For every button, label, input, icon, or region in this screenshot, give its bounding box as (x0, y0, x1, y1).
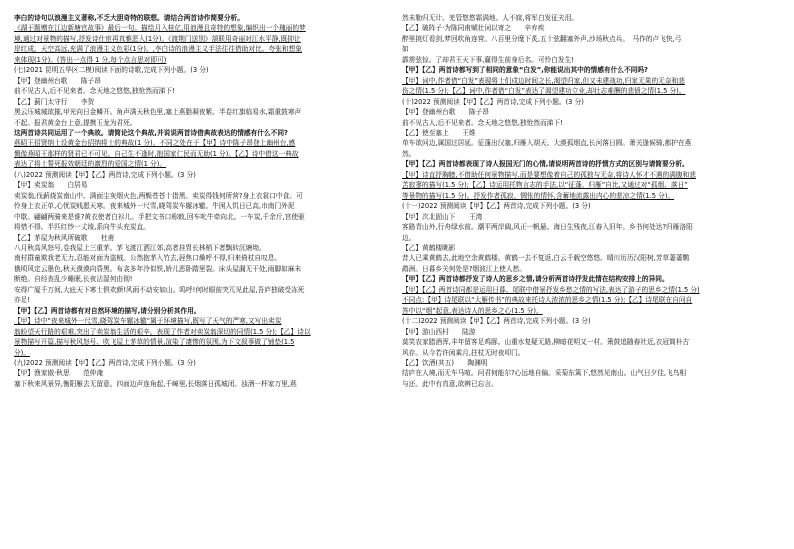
left-text-line: 安得广厦千万间,大庇天下寒士俱欢颜!风雨不动安如山。呜呼!何时眼前突兀见此屋,吾庐独破受冻死 (14, 285, 305, 294)
left-answer-line: 分)。 (14, 348, 30, 357)
right-text-line: 莫笑农家腊酒浑,丰年留客足鸡豚。山重水复疑无路,柳暗花明又一村。箫鼓追随春社近,衣冠简朴古 (402, 338, 690, 347)
left-text-line: 将惜不得。半匹红纱一丈绫,系向牛头充炭直。 (14, 223, 150, 232)
right-text-line: (十)2022 预测阅读【甲】【乙】两首诗,完成下列小题。(3 分) (402, 97, 584, 106)
right-text-line: 霹雳弦惊。了却君王天下事,赢得生前身后名。可怜白发生! (402, 55, 574, 64)
right-answer-line: 不同点:【甲】诗尾联以“大雁传书”的典故来托诗人浓浓的思乡之情(1.5 分);【乙】诗尾联在自问自 (402, 296, 693, 305)
left-text-line: 不起。报君黄金台上意,提携玉龙为君死。 (14, 118, 137, 127)
right-column (402, 13, 782, 541)
left-text-line: 塞下秋来风景异,衡阳雁去无留意。四面边声连角起,千嶂里,长烟落日孤城闭。浊酒一杯家万里,燕 (14, 379, 297, 388)
right-text-line: 与还。此中有真意,欲辨已忘言。 (402, 379, 498, 388)
left-question-line: 【甲】【乙】两首诗都有对自然环境的描写,请分别分析其作用。 (14, 306, 201, 315)
right-question-line: 【甲】【乙】两首诗都写到了相同的意象“白发”,你能说出其中的情感有什么不同吗? (402, 66, 648, 75)
left-text-line: 亦足! (14, 296, 31, 305)
left-answer-line: 《湖于题赠在江边新塘官故事》最后一句。描绘月入桂亿,用浪漫且奇特的想象,编织出一个瑰丽的梦 (14, 24, 306, 33)
left-answer-line: 境,通过对景物的描写,抒发诗仕宦再真雅恶入(1分)。《渡荆门送别》颔联用奇丽对江水平静,既抑让 (14, 34, 301, 43)
left-answer-line: 表达了将士誓死报效朝廷的激烈的爱国之情(1 分)。 (14, 160, 167, 169)
left-answer-line: 【甲】诗中“夜来城外一尺雪,晓驾炭车辗冰辙”属于环境描写,既写了天气的严寒,又写出卖炭 (14, 317, 282, 326)
right-text-line: 然未勒归无计。羌管悠悠霜满地。人不寐,将军白发征夫泪。 (402, 14, 578, 22)
left-text-line: 黑云压城城欲摧,甲光向日金鳞开。角声满天秋色里,塞上燕脂凝夜紫。半卷红旗临易水,霜重鼓寒声 (14, 108, 302, 117)
left-text-line: 【甲】登幽州台歌 陈子昂 (14, 76, 101, 85)
left-text-line: 俄顷风定云墨色,秋天漠漠向昏黑。布衾多年冷似铁,娇儿恶卧踏里裂。床头屋漏无干处,雨脚如麻未 (14, 264, 302, 273)
right-question-line: 【甲】【乙】两首诗都表现了诗人报国无门的心情,请说明两首诗的抒情方式的区别与请简要分析。 (402, 160, 689, 169)
right-text-line: 【甲】次北固山下 王湾 (402, 212, 483, 221)
right-text-line: 鹉洲。日暮乡关何处是?烟波江上使人愁。 (402, 264, 526, 273)
left-text-line: 南村群童欺我老无力,忍能对面为盗贼。公然抱茅入竹去,唇焦口燥呼不得,归来倚杖自叹息。 (14, 254, 282, 263)
left-answer-line: 岸红成。天空高远,充满了浪漫主义色彩(1分)。,李白诗的浪漫主义手法往往借助对比、夸张和想象 (14, 45, 302, 54)
right-answer-line: 伤之情(1.5 分);【乙】词中,作者借“白发”表达了渴望建功立业,却壮志难酬的悲愤之情(1.5 分)。 (402, 87, 686, 96)
left-column (14, 13, 394, 541)
right-answer-line: 苦寂寥的描写(1.5 分);【乙】诗运用托物言志的手法,以“征蓬、归雁”自比,又通过对“孤烟、落日” (402, 181, 688, 190)
right-answer-line: 答中以“烟”起意,表达诗人的思乡之心(1.5 分)。 (402, 306, 543, 315)
left-text-line: 断绝。自经丧乱少睡眠,长夜沾湿何由彻! (14, 275, 133, 284)
right-answer-line: 等景物的描写(1.5 分)。抒发作者孤寂、惆怅的情怀,含蓄地流露出内心的悲凉之情(1.5 分)。 (402, 191, 675, 200)
right-text-line: 昔人已乘黄鹤去,此地空余黄鹤楼。黄鹤一去不复返,白云千载空悠悠。晴川历历汉阳树,芳草萋萋鹦 (402, 254, 690, 263)
right-text-line: 单车欲问边,属国过居延。征蓬出汉塞,归雁入胡天。大漠孤烟直,长河落日圆。萧关逢候骑,都护在燕 (402, 139, 692, 148)
right-text-line: (十一)2022 预测阅读【甲】【乙】两首诗,完成下列小题。(3 分) (402, 202, 591, 211)
left-text-line: 【甲】渔家傲·秋思 范仲淹 (14, 369, 104, 378)
right-answer-line: 【甲】词中,作者借“白发”表现将士们戍边时间之长,渴望归家,但又未建战功,归家无果的无奈和悲 (402, 76, 685, 85)
right-text-line: (十二)2022 预测阅读【甲】【乙】两首诗,完成下列小题。(3 分) (402, 317, 591, 326)
left-text-line: 中歇。翩翩两骑来是谁?黄衣使者白衫儿。手把文书口称敕,回车叱牛牵向北。一车炭,千余斤,宫使驱 (14, 212, 305, 221)
right-text-line: 边。 (402, 233, 416, 242)
left-text-line: 【乙】茅屋为秋风所破歌 杜甫 (14, 233, 115, 242)
left-question-line: 李白的诗句以浪漫主义著称,不乏大胆奇特的联想。请结合两首诗作简要分析。 (14, 14, 244, 22)
right-text-line: 然。 (402, 149, 416, 158)
right-text-line: 【甲】游山西村 陆游 (402, 327, 476, 336)
left-question-line: 这两首诗共同运用了一个典故。请简论这个典故,并说说两首诗借典故表达的情感有什么不同? (14, 128, 288, 137)
right-text-line: 醉里挑灯看剑,梦回吹角连营。八百里分麾下炙,五十弦翻塞外声,沙场秋点兵。 马作的卢飞快,弓 (402, 34, 682, 43)
left-text-line: (九)2022 预测阅读【甲】【乙】两首诗,完成下列小题。(3 分) (14, 358, 196, 367)
left-text-line: 八月秋高风怒号,卷我屋上三重茅。茅飞渡江洒江郊,高者挂胃长林梢下者飘转沉塘坳。 (14, 243, 266, 252)
right-text-line: 【乙】破阵子·为陈同甫赋壮词以寄之 辛弃疾 (402, 24, 545, 33)
left-text-line: (八)2022 预测阅读【甲】【乙】两首诗,完成下列小题。(3 分) (14, 170, 196, 179)
right-answer-line: 【甲】诗直抒胸臆,不借助任何景物描写,而是要想像着自己的孤独与无奈,将诗人怀才不遇的满腹和悲 (402, 170, 696, 179)
left-answer-line: 来体现(1分)。(答出一点得 1 分,每个点言思对即可) (14, 55, 167, 64)
left-text-line: 前不见古人,后不见来者。念天地之悠悠,独怆然而涕下! (14, 87, 175, 96)
right-question-line: 【甲】【乙】两首诗都抒发了诗人的思乡之情,请分析两首诗抒发此情在结构安排上的异同。 (402, 275, 669, 284)
left-answer-line: 燕昭王招贤纳士设黄金台招纳将士的典故(1 分)。不同之处在于【甲】诗中陈子昂登上幽州台,感 (14, 139, 296, 148)
right-answer-line: 【甲】【乙】两首诗同都是运用日暮、尾联中借景抒发乡愁之情的写法,表达了游子的思乡之情(1.5 分) (402, 285, 700, 294)
right-text-line: 客路青山外,行舟绿水前。潮平两岸阔,风正一帆悬。海日生残夜,江春入旧年。乡书何处达?归雁洛阳 (402, 223, 693, 232)
right-text-line: 【乙】使至塞上 王维 (402, 128, 476, 137)
right-text-line: 如 (402, 45, 409, 54)
left-text-line: 【甲】卖炭翁 白居易 (14, 181, 88, 190)
right-text-line: 前不见古人,后不见来者。念天地之悠悠,独怆然而涕下! (402, 118, 563, 127)
left-text-line: (七)2021 昆明五华区二模)阅读下面的诗歌,完成下列小题。(3 分) (14, 66, 209, 75)
right-text-line: 【乙】黄鹤楼眺影 (402, 243, 456, 252)
right-text-line: 风存。从今若许闲乘月,拄杖无时夜叩门。 (402, 348, 525, 357)
right-text-line: 【乙】饮酒(其五) 陶渊明 (402, 358, 488, 367)
right-text-line: 【甲】登幽州台歌 陈子昂 (402, 108, 489, 117)
left-answer-line: 慨像燕昭王那样的贤君已不可见。自己生不逢时,抱国家仁民而无助(1 分)。【乙】诗中借这一典故 (14, 149, 299, 158)
right-text-line: 结庐在人境,而无车马喧。问君何能尔?心远地自偏。采菊东篱下,悠然见南山。山气日夕佳,飞鸟相 (402, 369, 687, 378)
left-answer-line: 翁盼望天行路的艰难,突出了卖炭翁生活的艰辛。表现了作者对卖炭翁深切的同情(1.5 分);【乙】诗以 (14, 327, 311, 336)
left-text-line: 【乙】蓟门太守行 李贺 (14, 97, 95, 106)
left-text-line: 怜身上衣正单,心忧炭贱愿天寒。夜来城外一尺雪,晓驾炭车辗冰辙。牛困人饥日已高,市南门外泥 (14, 202, 295, 211)
left-answer-line: 景物描写开篇,描写秋风怒号、吹飞屋上茅草的情景,渲染了凄惨的氛围,为下文叙事做了铺垫(1.5 (14, 338, 295, 347)
left-text-line: 卖炭翁,伐薪烧炭南山中。满面尘灰烟火色,两鬓苍苍十指黑。卖炭得钱何所营?身上衣裳口中食。可 (14, 191, 303, 200)
